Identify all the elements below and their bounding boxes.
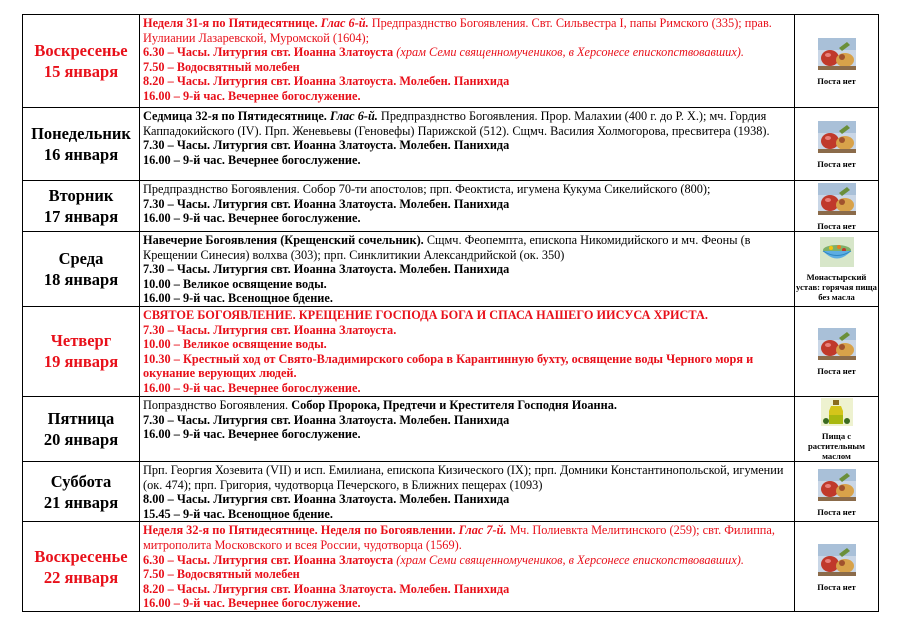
service-text: 7.50 – Водосвятный молебен — [143, 59, 300, 74]
bowl-icon — [795, 236, 878, 270]
service-line — [143, 463, 791, 492]
date-label: 20 января — [43, 429, 119, 449]
service-line — [143, 109, 791, 138]
service-text: 7.30 – Часы. Литургия свт. Иоанна Златоуста. Молебен. Панихида — [143, 196, 510, 211]
fast-cell — [795, 108, 879, 181]
service-text: 16.00 – 9-й час. Вечернее богослужение. — [143, 380, 361, 395]
service-line — [143, 153, 791, 168]
fast-label: Монастырский устав: горячая пища без масла — [796, 271, 877, 302]
service-text: 8.00 – Часы. Литургия свт. Иоанна Златоуста. Молебен. Панихида — [143, 492, 510, 507]
fast-cell — [795, 306, 879, 396]
service-line — [143, 60, 791, 75]
service-text: 16.00 – 9-й час. Вечернее богослужение. — [143, 88, 361, 103]
fast-label: Поста нет — [817, 366, 856, 377]
table-row — [23, 108, 879, 181]
service-text: Мч. Полиевкта Мелитинского (259); свт. Филиппа, митрополита Московского и всея России, чудотворца (1569). — [143, 523, 775, 552]
weekday-label: Воскресенье — [34, 546, 128, 566]
service-text: Предпразднство Богоявления. Прор. Малахии (400 г. до Р. Х.); мч. Гордия Каппадокийского (IV). Прп. Женевьевы (Геновефы) Парижской (512). Сщмч. Василия Холмогорова, пресвитера (1938). — [143, 109, 770, 138]
services-cell — [140, 15, 795, 108]
service-line — [143, 182, 791, 197]
date-label: 17 января — [43, 207, 119, 226]
day-cell — [23, 15, 140, 108]
meal-icon — [795, 542, 878, 580]
meal-icon — [795, 467, 878, 505]
fast-cell — [795, 181, 879, 232]
weekday-label: Среда — [58, 248, 104, 268]
service-text: Навечерие Богоявления (Крещенский сочельник). — [143, 233, 424, 247]
table-row — [23, 181, 879, 232]
date-label: 21 января — [43, 492, 119, 512]
fast-cell — [795, 522, 879, 612]
services-cell — [140, 396, 795, 461]
service-line — [143, 596, 791, 611]
date-label: 18 января — [43, 269, 119, 289]
service-text: Предпразднство Богоявления. Собор 70-ти апостолов; прп. Феоктиста, игумена Кукума Сикелийского (800); — [143, 182, 711, 196]
service-line — [143, 211, 791, 226]
service-line — [143, 567, 791, 582]
service-text: Предпразднство Богоявления. Свт. Сильвестра I, папы Римского (335); прав. Иулиании Лазаревской, Муромской (1604); — [143, 16, 772, 45]
weekday-label: Четверг — [50, 331, 112, 351]
weekday-label: Суббота — [50, 471, 112, 491]
day-cell — [23, 306, 140, 396]
fast-label: Поста нет — [817, 506, 856, 517]
service-line — [143, 398, 791, 413]
service-text: (храм Семи священномучеников, в Херсонесе епископствовавших). — [396, 45, 744, 60]
service-line — [143, 427, 791, 442]
service-line — [143, 45, 791, 60]
service-text: 16.00 – 9-й час. Всенощное бдение. — [143, 291, 333, 306]
service-text: 7.30 – Часы. Литургия свт. Иоанна Златоуста. Молебен. Панихида — [143, 412, 510, 427]
services-cell — [140, 306, 795, 396]
services-cell — [140, 108, 795, 181]
service-text: 16.00 – 9-й час. Вечернее богослужение. — [143, 152, 361, 167]
date-label: 22 января — [43, 567, 119, 587]
service-text: 6.30 – Часы. Литургия свт. Иоанна Златоуста — [143, 552, 397, 567]
service-line — [143, 337, 791, 352]
weekday-label: Вторник — [48, 186, 114, 205]
fast-label: Поста нет — [817, 581, 856, 592]
day-cell — [23, 396, 140, 461]
meal-icon — [795, 36, 878, 74]
service-line — [143, 89, 791, 104]
oil-bottle-icon — [795, 397, 878, 429]
meal-icon — [795, 181, 878, 219]
meal-icon — [795, 326, 878, 364]
service-line — [143, 523, 791, 552]
weekday-label: Воскресенье — [34, 41, 128, 60]
day-cell — [23, 522, 140, 612]
service-text: Глас 6-й. — [329, 109, 378, 123]
service-line — [143, 413, 791, 428]
service-line — [143, 352, 791, 381]
weekday-label: Понедельник — [31, 124, 131, 143]
day-cell — [23, 108, 140, 181]
service-text: Собор Пророка, Предтечи и Крестителя Господня Иоанна. — [291, 397, 617, 412]
fast-cell — [795, 15, 879, 108]
fast-cell — [795, 461, 879, 521]
service-text: 10.30 – Крестный ход от Свято-Владимирского собора в Карантинную бухту, освящение воды Черного моря и окунание верующих людей. — [143, 351, 754, 381]
table-row — [23, 522, 879, 612]
date-label: 15 января — [43, 62, 119, 81]
table-row — [23, 15, 879, 108]
service-text: 8.20 – Часы. Литургия свт. Иоанна Златоуста. Молебен. Панихида — [143, 581, 510, 596]
day-cell — [23, 181, 140, 232]
date-label: 19 января — [43, 352, 119, 372]
fast-cell — [795, 396, 879, 461]
service-line — [143, 492, 791, 507]
service-text: 10.00 – Великое освящение воды. — [143, 276, 327, 291]
service-text: (храм Семи священномучеников, в Херсонесе епископствовавших). — [396, 552, 744, 567]
service-text: 6.30 – Часы. Литургия свт. Иоанна Златоуста — [143, 45, 397, 60]
table-row — [23, 396, 879, 461]
fast-label: Поста нет — [817, 221, 856, 231]
service-text: 10.00 – Великое освящение воды. — [143, 337, 327, 352]
services-cell — [140, 522, 795, 612]
service-text: Глас 7-й. — [458, 523, 507, 538]
service-line — [143, 74, 791, 89]
service-text: 8.20 – Часы. Литургия свт. Иоанна Златоуста. Молебен. Панихида — [143, 74, 510, 89]
date-label: 16 января — [43, 145, 119, 164]
meal-icon — [795, 119, 878, 157]
service-line — [143, 507, 791, 522]
service-text: Глас 6-й. — [320, 16, 369, 30]
service-text: Неделя 31-я по Пятидесятнице. — [143, 16, 321, 30]
service-line — [143, 291, 791, 306]
day-cell — [23, 461, 140, 521]
fast-label: Пища с растительным маслом — [808, 430, 865, 461]
day-cell — [23, 232, 140, 307]
fast-label: Поста нет — [817, 159, 856, 169]
service-text: 16.00 – 9-й час. Вечернее богослужение. — [143, 427, 361, 442]
fast-cell — [795, 232, 879, 307]
services-cell — [140, 232, 795, 307]
service-text: 7.30 – Часы. Литургия свт. Иоанна Златоуста. Молебен. Панихида — [143, 262, 510, 277]
service-text: Сщмч. Феопемпта, епископа Никомидийского и мч. Феоны (в Крещении Синесия) волхва (303); прп. Синклитикии Александрийской (ок. 350) — [143, 233, 751, 262]
service-text: 15.45 – 9-й час. Всенощное бдение. — [143, 506, 333, 521]
service-line — [143, 553, 791, 568]
service-line — [143, 381, 791, 396]
service-line — [143, 323, 791, 338]
services-cell — [140, 181, 795, 232]
service-line — [143, 233, 791, 262]
schedule-table — [22, 14, 879, 612]
service-line — [143, 582, 791, 597]
service-text: Попразднство Богоявления. — [143, 397, 292, 412]
service-text: СВЯТОЕ БОГОЯВЛЕНИЕ. КРЕЩЕНИЕ ГОСПОДА БОГА И СПАСА НАШЕГО ИИСУСА ХРИСТА. — [143, 307, 708, 322]
table-row — [23, 461, 879, 521]
service-text: 7.50 – Водосвятный молебен — [143, 567, 300, 582]
service-text: 7.30 – Часы. Литургия свт. Иоанна Златоуста. — [143, 322, 397, 337]
service-line — [143, 197, 791, 212]
service-line — [143, 308, 791, 323]
service-line — [143, 262, 791, 277]
services-cell — [140, 461, 795, 521]
service-text: Седмица 32-я по Пятидесятнице. — [143, 109, 330, 123]
service-text: 16.00 – 9-й час. Вечернее богослужение. — [143, 596, 361, 611]
table-row — [23, 306, 879, 396]
service-text: Прп. Георгия Хозевита (VII) и исп. Емилиана, епископа Кизического (IX); прп. Домники Константинопольской, игумении (ок. 474); прп. Григория, чудотворца Печерского, в Ближних пещерах (1093) — [143, 462, 784, 492]
fast-label: Поста нет — [817, 76, 856, 86]
service-line — [143, 277, 791, 292]
service-text: 16.00 – 9-й час. Вечернее богослужение. — [143, 211, 361, 226]
service-line — [143, 138, 791, 153]
service-text: 7.30 – Часы. Литургия свт. Иоанна Златоуста. Молебен. Панихида — [143, 138, 510, 153]
service-text: Неделя 32-я по Пятидесятнице. Неделя по Богоявлении. — [143, 523, 459, 538]
table-row — [23, 232, 879, 307]
service-line — [143, 16, 791, 45]
weekday-label: Пятница — [47, 408, 115, 428]
